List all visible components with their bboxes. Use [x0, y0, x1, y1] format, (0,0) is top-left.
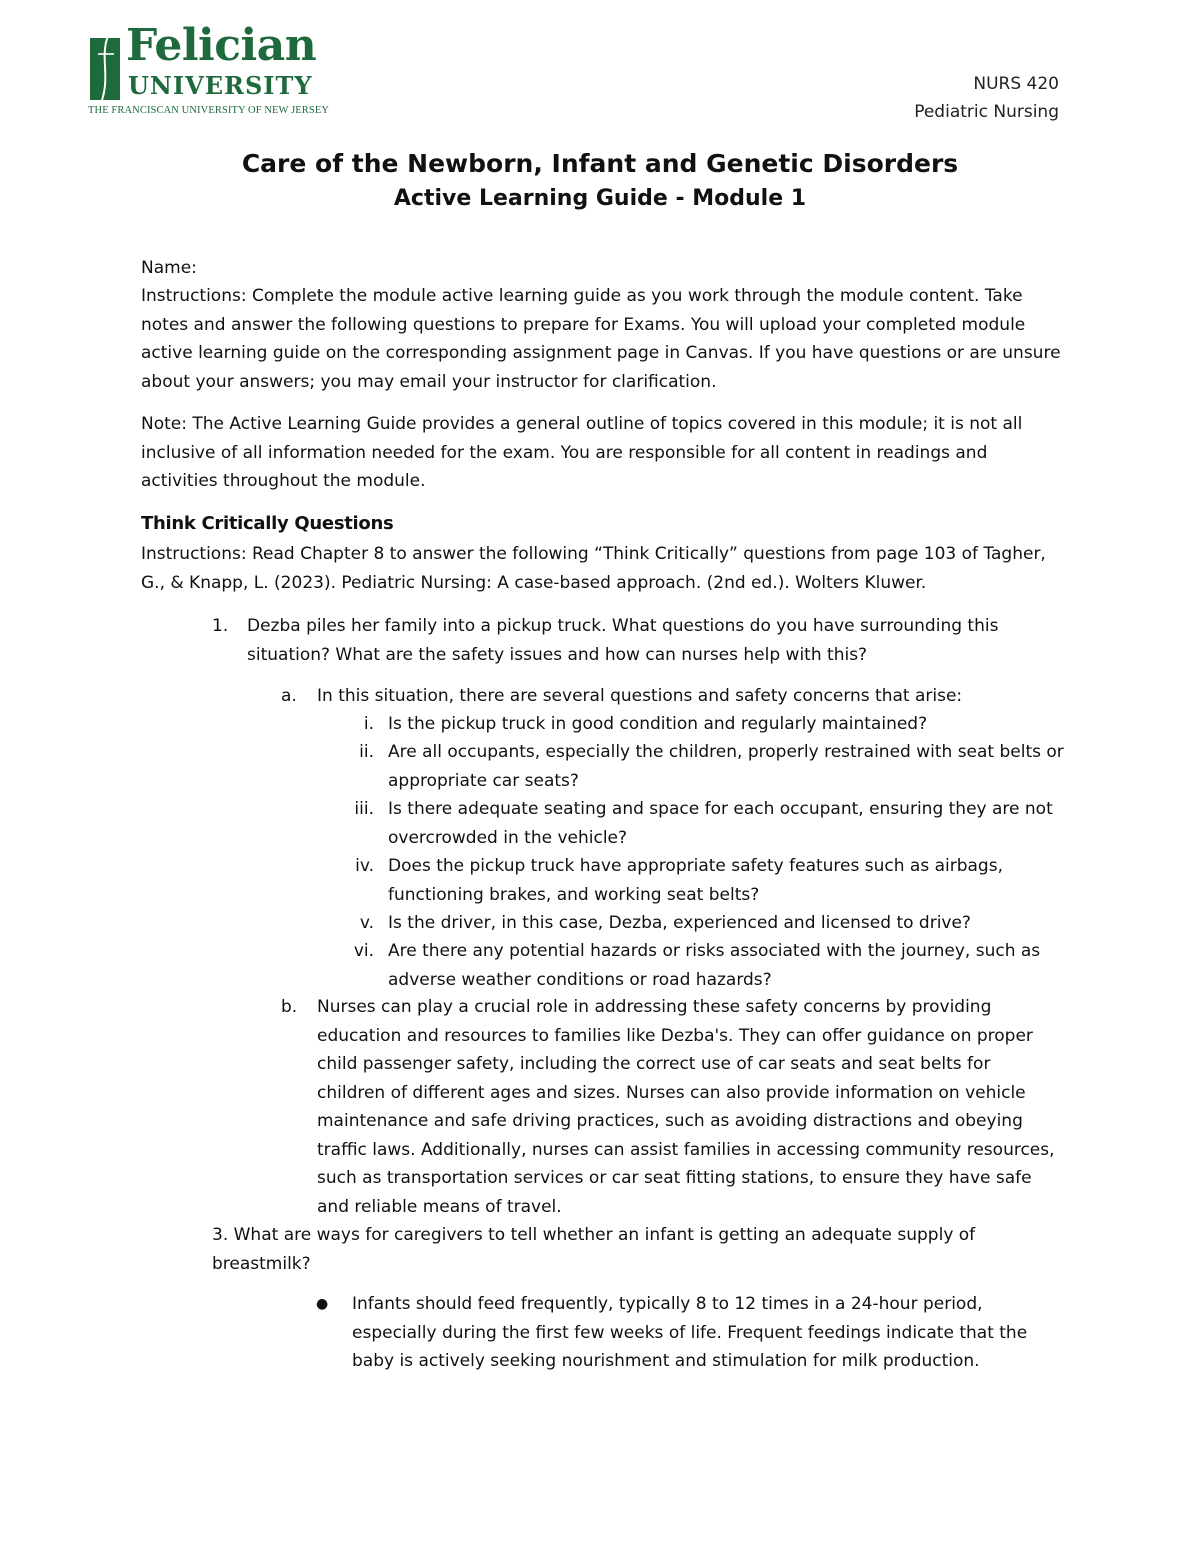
question-3: 3. What are ways for caregivers to tell whether an infant is getting an adequate supply of breastmilk?: [212, 1225, 976, 1274]
question-1: [212, 612, 1072, 669]
answer-a: [281, 682, 1071, 711]
course-name: Pediatric Nursing: [914, 102, 1059, 122]
roman-item-text: Is the driver, in this case, Dezba, experienced and licensed to drive?: [388, 913, 971, 933]
name-field-label: Name:: [141, 258, 197, 278]
answer-a-text: In this situation, there are several questions and safety concerns that arise:: [317, 686, 963, 706]
course-code: NURS 420: [973, 74, 1059, 94]
answer-a-label: a.: [281, 686, 297, 706]
logo-cross-mark-icon: [88, 32, 124, 102]
section-instructions-text: Instructions: Read Chapter 8 to answer the following “Think Critically” questions from page 103 of Tagher, G., & Knapp, L. (2023). Pediatric Nursing: A case-based approach. (2nd ed.). Wolters Kluwer.: [141, 544, 1046, 593]
roman-item-iii: [318, 795, 1068, 852]
logo-tagline: THE FRANCISCAN UNIVERSITY OF NEW JERSEY: [88, 105, 330, 116]
document-title: Care of the Newborn, Infant and Genetic Disorders: [241, 149, 959, 178]
roman-item-label: i.: [363, 714, 374, 734]
university-logo: [88, 20, 338, 120]
bullet-text: Infants should feed frequently, typically 8 to 12 times in a 24-hour period, especially during the first few weeks of life. Frequent feedings indicate that the baby is actively seeking nourishment and stimulation for milk production.: [352, 1294, 1028, 1371]
logo-university: UNIVERSITY: [128, 71, 313, 100]
bullet-item: [312, 1290, 1062, 1376]
roman-item-text: Is there adequate seating and space for each occupant, ensuring they are not overcrowded in the vehicle?: [388, 799, 1053, 848]
roman-item-text: Are all occupants, especially the children, properly restrained with seat belts or appropriate car seats?: [388, 742, 1064, 791]
roman-item-ii: [318, 738, 1068, 795]
roman-item-iv: [318, 852, 1068, 909]
roman-item-i: [318, 710, 1068, 739]
document-subtitle: Active Learning Guide - Module 1: [393, 186, 807, 211]
section-instructions: [141, 540, 1066, 597]
question-1-number: 1.: [212, 616, 229, 636]
roman-item-label: v.: [359, 913, 374, 933]
instructions-paragraph: [141, 282, 1066, 396]
roman-item-label: iii.: [354, 799, 374, 819]
roman-item-vi: [318, 937, 1068, 994]
answer-b-text: Nurses can play a crucial role in addressing these safety concerns by providing education and resources to families like Dezba's. They can offer guidance on proper child passenger safety, including the correct use of car seats and seat belts for children of different ages and sizes. Nurses can also provide information on vehicle maintenance and safe driving practices, such as avoiding distractions and obeying traffic laws. Additionally, nurses can assist families in accessing community resources, such as transportation services or car seat fitting stations, to ensure they have safe and reliable means of travel.: [317, 997, 1055, 1217]
roman-item-text: Are there any potential hazards or risks associated with the journey, such as adverse weather conditions or road hazards?: [388, 941, 1041, 990]
note-paragraph: [141, 410, 1066, 496]
roman-item-label: ii.: [359, 742, 374, 762]
answer-b-label: b.: [281, 997, 298, 1017]
roman-item-text: Is the pickup truck in good condition and regularly maintained?: [388, 714, 928, 734]
roman-item-label: iv.: [355, 856, 374, 876]
section-heading: Think Critically Questions: [141, 513, 394, 534]
bullet-dot-icon: ●: [316, 1296, 329, 1312]
note-text: Note: The Active Learning Guide provides a general outline of topics covered in this module; it is not all inclusive of all information needed for the exam. You are responsible for all content in readings and activities throughout the module.: [141, 414, 1023, 491]
roman-item-label: vi.: [353, 941, 374, 961]
logo-wordmark: Felician: [126, 20, 317, 71]
course-header: [914, 70, 1059, 126]
roman-item-text: Does the pickup truck have appropriate safety features such as airbags, functioning brakes, and working seat belts?: [388, 856, 1003, 905]
answer-b: [281, 993, 1061, 1221]
question-1-text: Dezba piles her family into a pickup truck. What questions do you have surrounding this situation? What are the safety issues and how can nurses help with this?: [247, 616, 999, 665]
instructions-text: Instructions: Complete the module active learning guide as you work through the module content. Take notes and answer the following questions to prepare for Exams. You will upload your completed module active learning guide on the corresponding assignment page in Canvas. If you have questions or are unsure about your answers; you may email your instructor for clarification.: [141, 286, 1061, 392]
roman-item-v: [318, 909, 1068, 938]
